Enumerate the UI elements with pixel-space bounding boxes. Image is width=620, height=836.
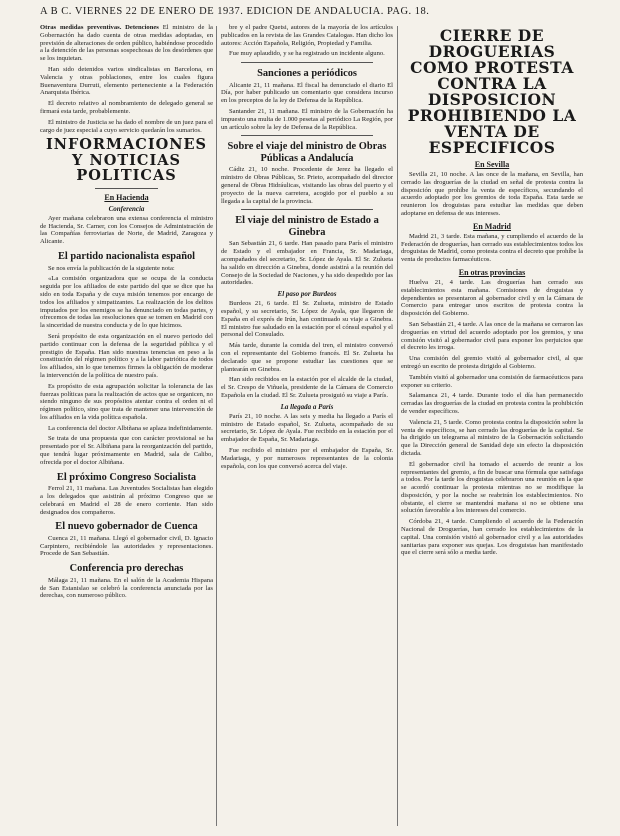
page-header: A B C. VIERNES 22 DE ENERO DE 1937. EDICION DE ANDALUCIA. PAG. 18. [40, 6, 430, 17]
headline-partido: El partido nacionalista español [57, 251, 196, 263]
paragraph: Valencia 21, 5 tarde. Como protesta contra la disposición sobre la venta de específicos, se han cerrado las droguerías de la capital. Se ha dirigido un telegrama al ministro de la Gobernación solicitando que la Dirección general de Sanidad deje sin efecto la disposición dictada. [401, 418, 583, 457]
paragraph [40, 119, 213, 135]
paragraph-text: El ministro de Justicia se ha dado el nombre de un juez para el cargo de juez especial a cuyo servicio quedarán los sumarios. [40, 118, 213, 134]
paragraph-text: bre y el padre Quetsi, autores de la mayoría de los artículos publicados en la revista de las Grandes Catalogas. Han dicho los autores: Acción Española, Religión, Propiedad y Familia. [221, 24, 393, 47]
paragraph: Huelva 21, 4 tarde. Las droguerías han cerrado sus establecimientos esta mañana. Comisiones de droguistas y dependientes se presentaron al gobernador civil y en la Cámara de Comercio para entregar unos escritos de protesta contra la disposición del Gobierno. [401, 278, 583, 318]
paragraph [221, 50, 393, 58]
article-body [221, 413, 393, 471]
headline-viaje-ministro: Sobre el viaje del ministro de Obras Públicas a Andalucía [227, 141, 387, 164]
paragraph: Sevilla 21, 10 noche. A las once de la mañana, en Sevilla, han cerrado las droguerías de la ciudad en señal de protesta contra la disposición que prohíbe la venta de específicos, secundando el acuerdo adoptado por los gremios de toda España. Esta tarde se reunieron los droguistas para estudiar las medidas que deben adoptarse en defensa de sus intereses. [401, 171, 583, 217]
column-3 [401, 24, 583, 830]
article-body [221, 166, 393, 205]
continued-article [221, 24, 393, 58]
paragraph: «La comisión organizadora que se ocupa de la conducta seguida por los afiliados de este partido del que se dice que ha sido en toda España y de cuya misión tenemos por encargo de todos los afiliados y simpatizantes. La realización de los delitos imputados por los enemigos se ha denunciado en todas partes, y ofrecemos de todas las resoluciones que se tomen en Madrid con la sinceridad de nuestra conducta y de lo que hicimos. [40, 275, 213, 330]
article-body [401, 233, 583, 264]
column-2 [221, 24, 393, 830]
article-body [221, 82, 393, 132]
paragraph: Han sido recibidos en la estación por el alcalde de la ciudad, el Sr. Crespo de Viñuela, presidente de la Cámara de Comercio Española en la ciudad. El Sr. Zulueta prosiguió su viaje a París. [221, 376, 393, 399]
headline-congreso: El próximo Congreso Socialista [56, 471, 197, 483]
column-1 [40, 24, 213, 830]
paragraph: Es propósito de esta agrupación solicitar la tolerancia de las fuerzas políticas para la realización de actos que se organicen, no siendo ninguno de sus propósitos atentar contra el orden ni el régimen político, sino que trata de mantener una intervención de los afiliados en la vida política española. [40, 382, 213, 421]
article-body [40, 577, 213, 600]
paragraph: Será propósito de esta organización en el nuevo periodo del partido continuar con la defensa de la seguridad pública y el prestigio de España. Han sido nuestras tenencias en peso a la constitución del régimen político y a la labor patriótica de todos los afiliados, sin lo que tenemos firmes la obligación de moderar la intervención de la política de nuestro país. [40, 332, 213, 379]
paragraph: Una comisión del gremio visitó al gobernador civil, al que entregó un escrito de protesta dirigido al Gobierno. [401, 355, 583, 370]
paragraph: Córdoba 21, 4 tarde. Cumpliendo el acuerdo de la Federación Nacional de Droguerías, han cerrado los establecimientos de la capital. Una comisión visitó al gobernador civil y a las autoridades sanitarias para exponer sus quejas. Los droguistas han manifestado que el cierre será sólo a media tarde. [401, 518, 583, 557]
paragraph: San Sebastián 21, 4 tarde. A las once de la mañana se cerraron las droguerías en virtud del acuerdo adoptado por los gremios, y una comisión visitó al gobernador civil para exponer los perjuicios que el decreto les irroga. [401, 320, 583, 352]
paragraph: También visitó al gobernador una comisión de farmacéuticos para exponer su criterio. [401, 373, 583, 389]
paragraph-lead: Otras medidas preventivas. Detenciones [40, 24, 163, 31]
paragraph: París 21, 10 noche. A las seis y media ha llegado a París el ministro de Estado español, Sr. Zulueta, acompañado de su secretario, Sr. López de Ayala. Fue recibido en la estación por el embajador de España, Sr. Madariaga. [221, 412, 393, 444]
paragraph: Madrid 21, 3 tarde. Esta mañana, y cumpliendo el acuerdo de la Federación de droguerías, han cerrado sus establecimientos todos los droguistas de Madrid, como protesta contra el decreto que prohíbe la venta de productos farmacéuticos. [401, 232, 583, 264]
paragraph: Ayer mañana celebraron una extensa conferencia el ministro de Hacienda, Sr. Carner, con los Consejos de Administración de las Compañías ferroviarias de Norte, de Madrid, Zaragoza y Alicante. [40, 214, 213, 246]
paragraph: Ferrol 21, 11 mañana. Las Juventudes Socialistas han elegido a los delegados que asistirán al próximo Congreso que se celebrará en Madrid el 28 de enero corriente. Han sido designados dos compañeros. [40, 485, 213, 516]
paragraph: El gobernador civil ha tomado el acuerdo de reunir a los representantes del gremio, a fin de buscar una fórmula que satisfaga a todos. Por la tarde los droguistas celebraron una reunión en la que se acordó continuar la protesta mientras no se modifique la disposición, y por la noche se reabrirán los establecimientos. No obstante, el cierre se mantendrá mañana si no se obtiene una solución favorable a los intereses del comercio. [401, 460, 583, 515]
headline-madrid: En Madrid [472, 221, 511, 231]
headline-hacienda: En Hacienda [104, 192, 149, 202]
divider [241, 62, 373, 63]
divider [241, 135, 373, 136]
article-body [40, 535, 213, 558]
paragraph: Cádiz 21, 10 noche. Procedente de Jerez ha llegado el ministro de Obras Públicas, Sr. Prieto, acompañado del director general de Obras Hidráulicas, visitando las obras del puerto y el proyecto de la nueva carretera, acogido por el pueblo a su llegada a la capital de la provincia. [221, 166, 393, 205]
article-body [40, 265, 213, 467]
article-body [221, 300, 393, 400]
paragraph-text: Han sido detenidos varios sindicalistas en Barcelona, en Valencia y otras poblaciones, entre los cuales figura Buenaventura Durruti, elemento perteneciente a la Federación Anarquista Ibérica. [40, 65, 213, 97]
subhead-paris: La llegada a París [280, 402, 334, 411]
headline-sanciones: Sanciones a periódicos [257, 68, 357, 80]
section-banner: INFORMACIONES Y NOTICIAS POLITICAS [45, 136, 208, 185]
paragraph: Salamanca 21, 4 tarde. Durante todo el día han permanecido cerradas las droguerías de la ciudad en protesta contra la prohibición de vender específicos. [401, 392, 583, 415]
paragraph: Más tarde, durante la comida del tren, el ministro conversó con el representante del Gobierno francés. El Sr. Zulueta ha declarado que se propone estudiar las cuestiones que se plantearán en Ginebra. [221, 342, 393, 373]
subhead-conferencia: Conferencia [108, 204, 145, 213]
subhead-burdeos: El paso por Burdeos [277, 290, 337, 299]
article-body [40, 215, 213, 246]
paragraph-text: El decreto relativo al nombramiento de delegado general se firmará esta tarde, probablemente. [40, 100, 213, 115]
paragraph: Burdeos 21, 6 tarde. El Sr. Zulueta, ministro de Estado español, y su secretario, Sr. López de Ayala, que llegaron de España en el exprés de Irún, han continuado su viaje a Ginebra. El ministro fue saludado en la estación por el cónsul español y el personal del Consulado. [221, 300, 393, 339]
paragraph: Alicante 21, 11 mañana. El fiscal ha denunciado el diario El Día, por haber publicado un comentario que considera incurso en los preceptos de la ley de Defensa de la República. [221, 81, 393, 105]
paragraph: Se trata de una propuesta que con carácter provisional se ha presentado por el Sr. Albiñana para la reorganización del partido, que tendrá lugar próximamente en Madrid, sala de Calibo, ofrecida por el doctor Albiñana. [40, 435, 213, 466]
column-rule [397, 26, 398, 826]
article-body [221, 240, 393, 287]
paragraph [221, 24, 393, 47]
article-body [401, 171, 583, 218]
headline-cuenca: El nuevo gobernador de Cuenca [55, 521, 198, 533]
headline-sevilla: En Sevilla [474, 160, 510, 169]
paragraph: La conferencia del doctor Albiñana se aplaza indefinidamente. [48, 424, 213, 432]
divider [241, 209, 373, 210]
paragraph: Fue recibido el ministro por el embajador de España, Sr. Madariaga, y por numerosos representantes de la colonia española, con los que conversó acerca del viaje. [221, 446, 393, 470]
article-body [40, 485, 213, 516]
paragraph [40, 24, 213, 63]
paragraph [40, 100, 213, 116]
article-body [401, 279, 583, 557]
paragraph: Cuenca 21, 11 mañana. Llegó el gobernador civil, D. Ignacio Carpintero, recibiéndole las autoridades y representaciones. Procede de San Sebastián. [40, 534, 213, 558]
headline-conferencia-derechas: Conferencia pro derechas [69, 563, 184, 575]
paragraph: Santander 21, 11 mañana. El ministro de la Gobernación ha impuesto una multa de 1.000 pesetas al periódico La Región, por un artículo sobre la ley de Defensa de la República. [221, 108, 393, 131]
intro-article [40, 24, 213, 134]
paragraph-text: Fue muy aplaudido, y se ha registrado un incidente alguno. [229, 50, 385, 58]
paragraph: Se nos envía la publicación de la siguiente nota: [48, 264, 175, 272]
headline-provincias: En otras provincias [458, 267, 526, 277]
main-headline: CIERRE DE DROGUERIAS COMO PROTESTA CONTRA LA DISPOSICION PROHIBIENDO LA VENTA DE ESPECIFICOS [407, 26, 577, 157]
divider [95, 188, 158, 189]
column-rule [216, 26, 217, 826]
paragraph [40, 66, 213, 97]
paragraph: Málaga 21, 11 mañana. En el salón de la Academia Hispana de San Estanislao se celebró la conferencia anunciada por las derechas, con numeroso público. [40, 576, 213, 600]
headline-ginebra: El viaje del ministro de Estado a Ginebra [235, 215, 379, 238]
paragraph-text: El ministro de la Gobernación ha dado cuenta de otras medidas adoptadas, en previsión de alteraciones de orden público, habiéndose procedido a la detención de las personas sospechosas de los desórdenes que se los inquietan. [40, 24, 213, 63]
paragraph: San Sebastián 21, 6 tarde. Han pasado para París el ministro de Estado y el embajador en Francia, Sr. Madariaga, acompañados del secretario, Sr. López de Ayala. El Sr. Zulueta ha salido en dirección a Ginebra, donde asistirá a la reunión del Consejo de la Sociedad de Naciones, y ha sido despedido por las autoridades. [221, 240, 393, 287]
